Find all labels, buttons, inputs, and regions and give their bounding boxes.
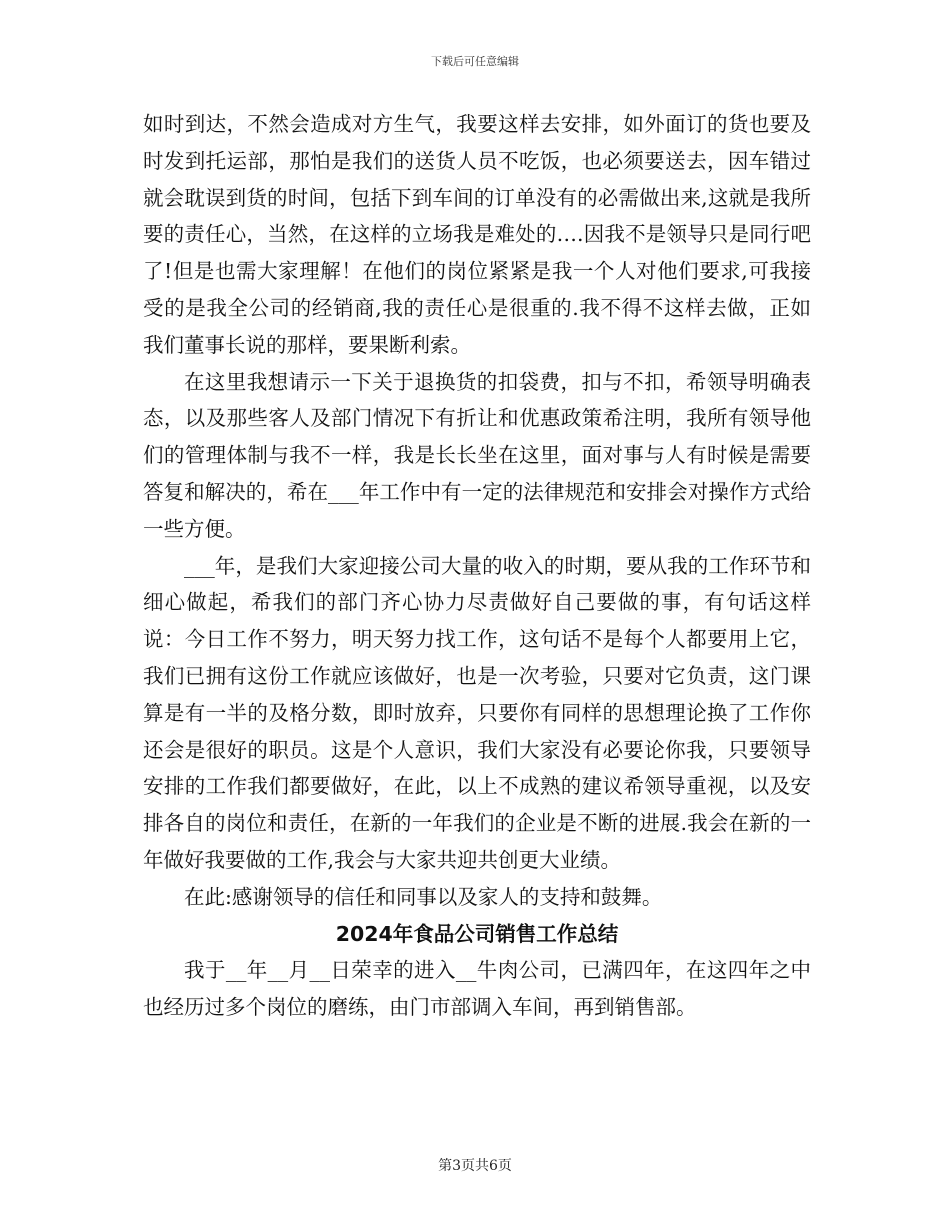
paragraph-4: 在此:感谢领导的信任和同事以及家人的支持和鼓舞。: [184, 884, 663, 909]
page-number: 第3页共6页: [438, 1158, 512, 1174]
paragraph-5: 我于__年__月__日荣幸的进入__牛肉公司，已满四年，在这四年之中也经历过多个岗位的磨练，由门市部调入车间，再到销售部。: [143, 958, 811, 1020]
paragraph-1: 如时到达，不然会造成对方生气，我要这样去安排，如外面订的货也要及时发到托运部，那怕是我们的送货人员不吃饭，也必须要送去，因车错过就会耽误到货的时间，包括下到车间的订单没有的必需做出来,这就是我所要的责任心，当然，在这样的立场我是难处的….因我不是领导只是同行吧了!但是也需大家理解！在他们的岗位紧紧是我一个人对他们要求,可我接受的是我全公司的经销商,我的责任心是很重的.我不得不这样去做，正如我们董事长说的那样，要果断利索。: [143, 112, 811, 357]
paragraph-3: ___年，是我们大家迎接公司大量的收入的时期，要从我的工作环节和细心做起，希我们的部门齐心协力尽责做好自己要做的事，有句话这样说：今日工作不努力，明天努力找工作，这句话不是每个人都要用上它，我们已拥有这份工作就应该做好，也是一次考验，只要对它负责，这门课算是有一半的及格分数，即时放弃，只要你有同样的思想理论换了工作你还会是很好的职员。这是个人意识，我们大家没有必要论你我，只要领导安排的工作我们都要做好，在此，以上不成熟的建议希领导重视，以及安排各自的岗位和责任，在新的一年我们的企业是不断的进展.我会在新的一年做好我要做的工作,我会与大家共迎共创更大业绩。: [143, 553, 811, 872]
paragraph-2: 在这里我想请示一下关于退换货的扣袋费，扣与不扣，希领导明确表态，以及那些客人及部门情况下有折让和优惠政策希注明，我所有领导他们的管理体制与我不一样，我是长长坐在这里，面对事与人有时候是需要答复和解决的，希在___年工作中有一定的法律规范和安排会对操作方式给一些方便。: [143, 369, 811, 541]
document-body: [143, 106, 811, 1026]
page-header-note: 下载后可任意编辑: [431, 55, 519, 68]
section-title: 2024年食品公司销售工作总结: [335, 921, 619, 946]
